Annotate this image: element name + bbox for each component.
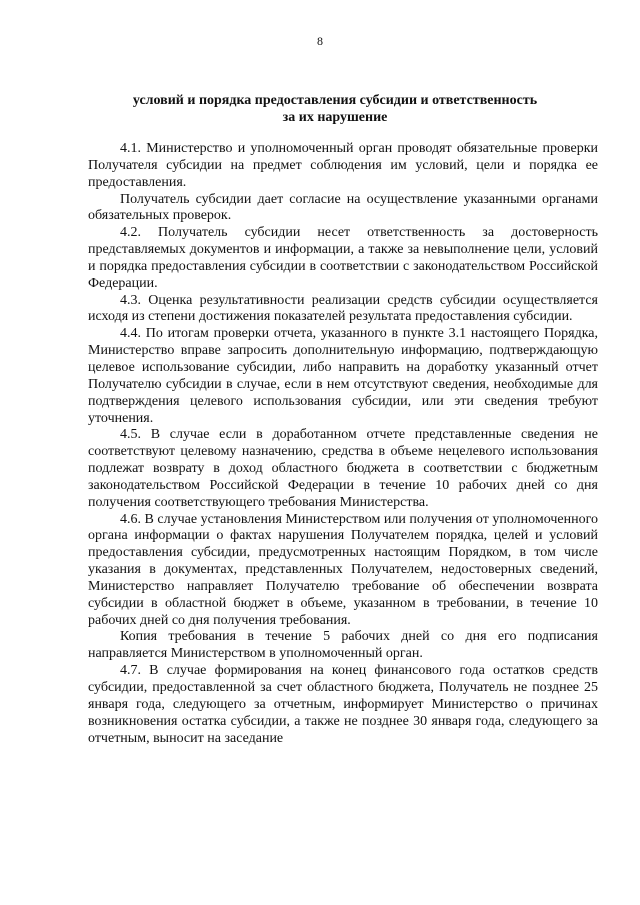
heading-line-1: условий и порядка предоставления субсидии и ответственность [132, 93, 538, 108]
paragraph: 4.4. По итогам проверки отчета, указанного в пункте 3.1 настоящего Порядка, Министерство вправе запросить дополнительную информацию, подтверждающую целевое использование субсидии, либо направить на доработку указанный отчет Получателю субсидии в случае, если в нем отсутствуют сведения, необходимые для подтверждения целевого использования субсидии, или эти сведения требуют уточнения. [88, 326, 598, 426]
paragraph: Получатель субсидии дает согласие на осуществление указанными органами обязательных проверок. [88, 191, 598, 224]
section-heading [90, 92, 580, 126]
heading-line-2: за их нарушение [282, 110, 388, 125]
paragraph: 4.2. Получатель субсидии несет ответственность за достоверность представляемых документов и информации, а также за невыполнение цели, условий и порядка предоставления субсидии в соответствии с законодательством Российской Федерации. [88, 225, 598, 291]
document-body [88, 141, 598, 747]
paragraph: 4.7. В случае формирования на конец финансового года остатков средств субсидии, предоставленной за счет областного бюджета, Получатель не позднее 25 января года, следующего за отчетным, информирует Министерство о причинах возникновения остатка субсидии, а также не позднее 30 января года, следующего за отчетным, выносит на заседание [88, 663, 598, 746]
paragraph: Копия требования в течение 5 рабочих дней со дня его подписания направляется Министерством в уполномоченный орган. [88, 629, 598, 662]
page-number: 8 [317, 34, 323, 48]
paragraph: 4.5. В случае если в доработанном отчете представленные сведения не соответствуют целевому назначению, средства в объеме нецелевого использования подлежат возврату в доход областного бюджета в соответствии с бюджетным законодательством Российской Федерации в течение 10 рабочих дней со дня получения соответствующего требования Министерства. [88, 427, 598, 510]
paragraph: 4.6. В случае установления Министерством или получения от уполномоченного органа информации о фактах нарушения Получателем порядка, целей и условий предоставления субсидии, предусмотренных настоящим Порядком, в том числе указания в документах, представленных Получателем, недостоверных сведений, Министерство направляет Получателю требование об обеспечении возврата субсидии в областной бюджет в объеме, указанном в требовании, в течение 10 рабочих дней со дня получения требования. [88, 511, 598, 628]
paragraph: 4.3. Оценка результативности реализации средств субсидии осуществляется исходя из степени достижения показателей результата предоставления субсидии. [88, 292, 598, 325]
paragraph: 4.1. Министерство и уполномоченный орган проводят обязательные проверки Получателя субсидии на предмет соблюдения им условий, цели и порядка ее предоставления. [88, 141, 598, 190]
